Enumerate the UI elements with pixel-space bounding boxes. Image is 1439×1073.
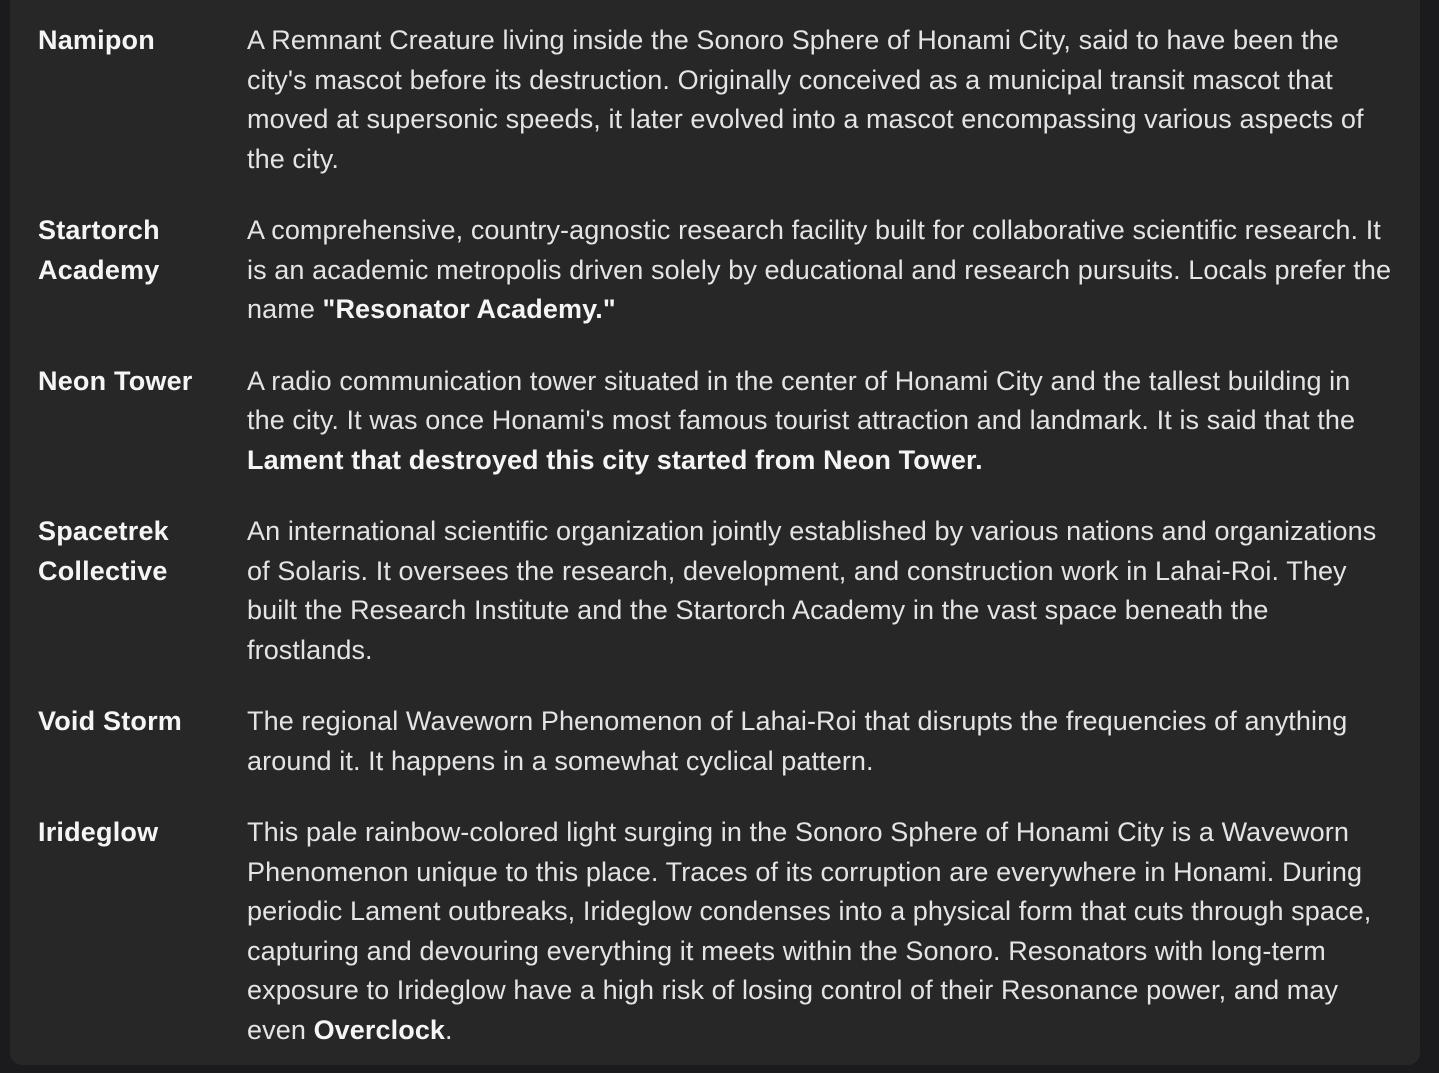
- glossary-term: Void Storm: [38, 706, 183, 736]
- definition-text-segment: A Remnant Creature living inside the Sonoro Sphere of Honami City, said to have been the city's mascot before its destruction. Originally conceived as a municipal transit mascot that moved at supersonic speeds, it later evolved into a mascot encompassing various aspects of the city.: [247, 25, 1364, 174]
- definition-text-segment: This pale rainbow-colored light surging in the Sonoro Sphere of Honami City is a Waveworn Phenomenon unique to this place. Traces of its corruption are everywhere in Honami. During periodic Lament outbreaks, Irideglow condenses into a physical form that cuts through space, capturing and devouring everything it meets within the Sonoro. Resonators with long-term exposure to Irideglow have a high risk of losing control of their Resonance power, and may even: [247, 817, 1372, 1045]
- definition-bold-segment: "Resonator Academy.": [322, 294, 616, 324]
- glossary-term: Neon Tower: [38, 365, 193, 396]
- glossary-table: [38, 21, 1394, 1050]
- glossary-term: Startorch Academy: [38, 215, 160, 285]
- definition-text-segment: An international scientific organization jointly established by various nations and organizations of Solaris. It oversees the research, development, and construction work in Lahai-Roi. They built the Research Institute and the Startorch Academy in the vast space beneath the frostlands.: [247, 516, 1377, 665]
- glossary-row: [38, 512, 1394, 670]
- definition-text-segment: The regional Waveworn Phenomenon of Lahai-Roi that disrupts the frequencies of anything around it. It happens in a somewhat cyclical pattern.: [247, 706, 1348, 776]
- definition-text-segment: A comprehensive, country-agnostic research facility built for collaborative scientific research. It is an academic metropolis driven solely by educational and research pursuits. Locals prefer the name: [247, 215, 1392, 324]
- glossary-term: Spacetrek Collective: [38, 516, 169, 586]
- glossary-row: [38, 21, 1394, 179]
- definition-text-segment: .: [445, 1014, 453, 1045]
- glossary-definition: [247, 362, 1394, 481]
- glossary-card: [10, 0, 1420, 1065]
- glossary-row: [38, 211, 1394, 330]
- glossary-definition: [247, 813, 1394, 1050]
- definition-bold-segment: Overclock: [313, 1014, 446, 1045]
- glossary-row: [38, 702, 1394, 781]
- glossary-definition: [247, 211, 1394, 330]
- glossary-definition: [247, 21, 1394, 179]
- glossary-row: [38, 813, 1394, 1050]
- glossary-term: Irideglow: [38, 817, 159, 847]
- glossary-row: [38, 362, 1394, 481]
- definition-text-segment: A radio communication tower situated in the center of Honami City and the tallest building in the city. It was once Honami's most famous tourist attraction and landmark. It is said that the: [247, 365, 1356, 435]
- glossary-definition: [247, 702, 1394, 781]
- glossary-term: Namipon: [38, 25, 155, 55]
- glossary-definition: [247, 512, 1394, 670]
- definition-bold-segment: Lament that destroyed this city started from Neon Tower.: [247, 444, 983, 475]
